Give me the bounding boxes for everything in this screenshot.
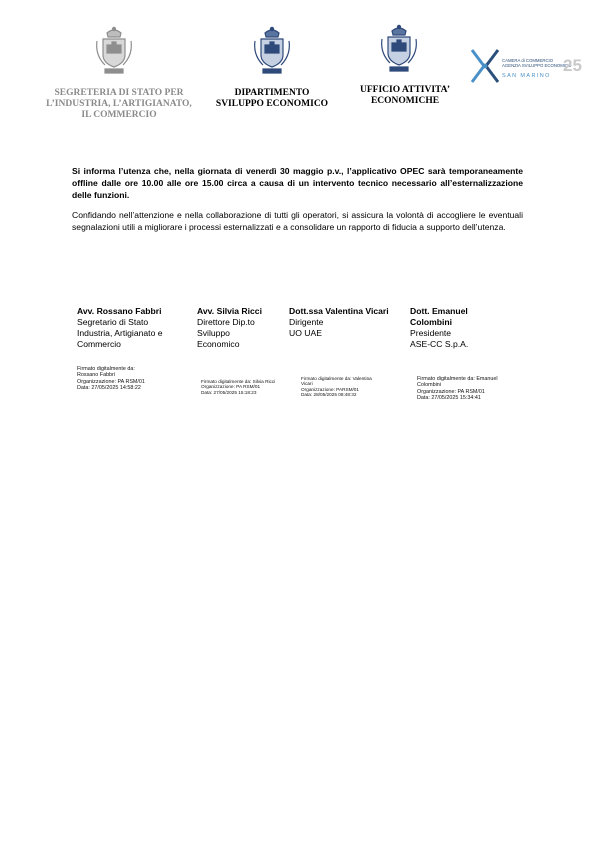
digital-signature-3: Firmato digitalmente da: Valentina Vicari Organizzazione: PARSM/01 Data: 28/05/2025 08:48:32 bbox=[301, 376, 372, 398]
signatory-3: Dott.ssa Valentina Vicari Dirigente UO UAE bbox=[289, 306, 389, 338]
chamber-line3: SAN MARINO bbox=[502, 73, 551, 79]
signatory-name: Dott.ssa Valentina Vicari bbox=[289, 306, 389, 316]
ministry-3-title: UFFICIO ATTIVITA’ ECONOMICHE bbox=[360, 85, 450, 106]
notice-paragraph-2: Confidando nell’attenzione e nella collaborazione di tutti gli operatori, si assicura la volontà di accogliere le eventuali segnalazioni utili a migliorare i processi esternalizzati e a consolidare un rapporto di fiducia a supporto dell’utenza. bbox=[72, 210, 523, 232]
ministry-1-title: SEGRETERIA DI STATO PER L’INDUSTRIA, L’ARTIGIANATO, IL COMMERCIO bbox=[46, 88, 192, 120]
signatory-name: Dott. Emanuel Colombini bbox=[410, 306, 468, 327]
digital-signature-1: Firmato digitalmente da: Rossano Fabbri Organizzazione: PA RSM/01 Data: 27/05/2025 14:58:22 bbox=[77, 366, 145, 391]
crest-blue-logo bbox=[249, 25, 295, 77]
crest-blue-logo-2 bbox=[376, 23, 422, 75]
notice-paragraph-1: Si informa l’utenza che, nella giornata di venerdì 30 maggio p.v., l’applicativo OPEC sarà temporaneamente offline dalle ore 10.00 alle ore 15.00 circa a causa di un intervento tecnico necessario all’esternalizzazione delle funzioni. bbox=[72, 166, 523, 200]
digital-signature-4: Firmato digitalmente da: Emanuel Colombini Organizzazione: PA RSM/01 Data: 27/05/2025 15:34:41 bbox=[417, 376, 498, 401]
signatory-4: Dott. Emanuel Colombini Presidente ASE-CC S.p.A. bbox=[410, 306, 490, 350]
signatory-1: Avv. Rossano Fabbri Segretario di Stato Industria, Artigianato e Commercio bbox=[77, 306, 189, 350]
ministry-2-title: DIPARTIMENTO SVILUPPO ECONOMICO bbox=[215, 88, 329, 109]
crest-gray-logo bbox=[91, 25, 137, 77]
chamber-line2: AGENZIA SVILUPPO ECONOMICO bbox=[502, 63, 572, 68]
digital-signature-2: Firmato digitalmente da: Silvia Ricci Organizzazione: PA RSM/01 Data: 27/05/2025 15:18:23 bbox=[201, 379, 276, 395]
anniversary-badge: 25 bbox=[563, 56, 582, 75]
signatory-2: Avv. Silvia Ricci Direttore Dip.to Sviluppo Economico bbox=[197, 306, 285, 350]
chamber-of-commerce-logo bbox=[470, 46, 582, 92]
signatory-name: Avv. Silvia Ricci bbox=[197, 306, 262, 316]
signatory-name: Avv. Rossano Fabbri bbox=[77, 306, 162, 316]
chamber-line1: CAMERA di COMMERCIO bbox=[502, 58, 554, 63]
